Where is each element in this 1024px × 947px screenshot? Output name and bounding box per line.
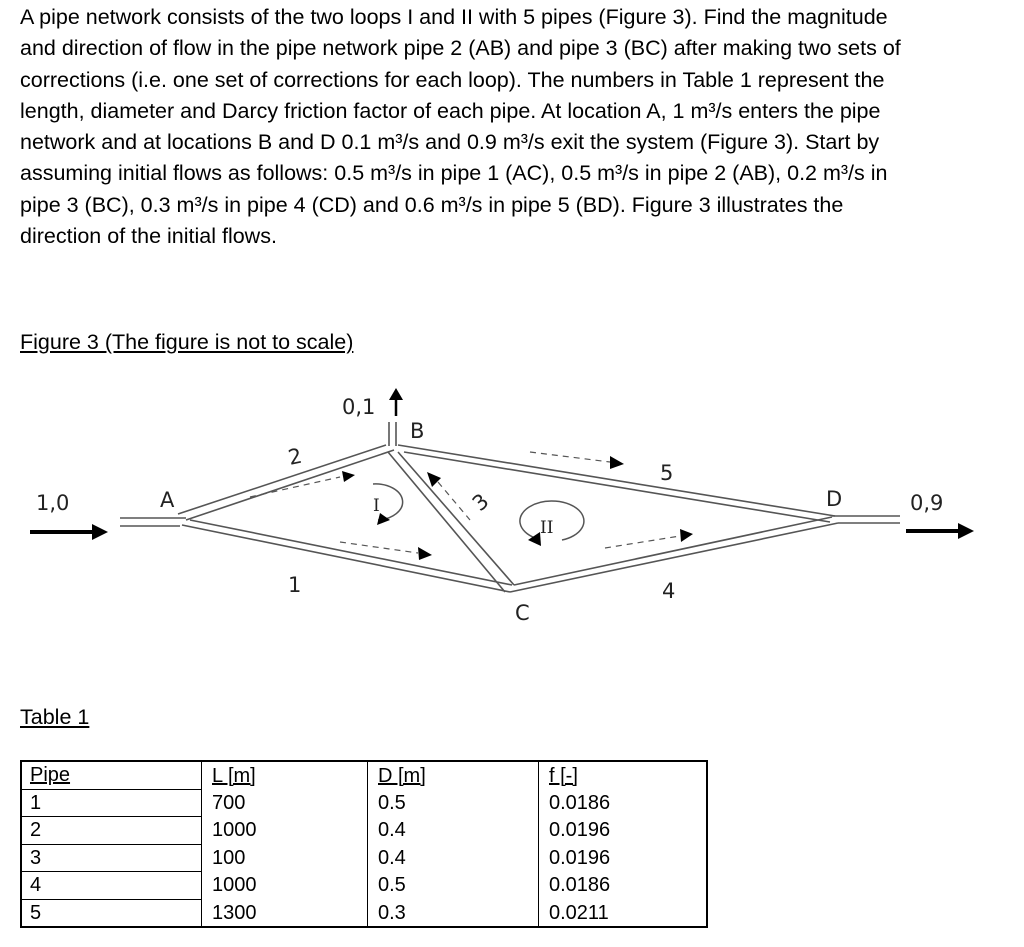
pipe-2 xyxy=(178,445,394,520)
problem-statement xyxy=(20,2,1010,252)
table-cell: 4 xyxy=(21,872,202,900)
pipe-1 xyxy=(182,520,512,592)
table-cell: 0.0196 xyxy=(549,819,611,842)
outflow-label: 0,9 xyxy=(910,491,944,515)
outflow-pipe xyxy=(832,516,900,523)
inflow-pipe xyxy=(120,518,186,526)
table-caption: Table 1 xyxy=(20,705,90,729)
table-cell: 1300 xyxy=(202,899,368,927)
table-cell: 0.5 xyxy=(368,872,539,900)
problem-line: A pipe network consists of the two loops I and II with 5 pipes (Figure 3). Find the magnitude xyxy=(20,5,888,29)
table-row xyxy=(21,789,707,817)
figure-caption: Figure 3 (The figure is not to scale) xyxy=(20,330,354,354)
pipe-5 xyxy=(398,445,835,522)
table-header-row xyxy=(21,761,707,789)
inflow-arrow xyxy=(30,524,108,540)
node-b-label: B xyxy=(410,419,425,443)
table-cell: 0.0211 xyxy=(549,901,609,924)
b-outflow-pipe xyxy=(389,422,396,446)
table-cell: 0.4 xyxy=(368,817,539,845)
table-cell: 2 xyxy=(21,817,202,845)
table-cell: 0.0186 xyxy=(549,874,611,897)
table-cell: 1000 xyxy=(202,817,368,845)
table-cell: 100 xyxy=(202,844,368,872)
table-row xyxy=(21,899,707,927)
problem-line: corrections (i.e. one set of corrections for each loop). The numbers in Table 1 represent the xyxy=(20,67,885,92)
table-row xyxy=(21,872,707,900)
flow-arrow-pipe-4 xyxy=(605,529,693,548)
problem-line: and direction of flow in the pipe network pipe 2 (AB) and pipe 3 (BC) after making two sets of xyxy=(20,36,901,61)
table-cell: 0.4 xyxy=(368,844,539,872)
problem-line: pipe 3 (BC), 0.3 m³/s in pipe 4 (CD) and 0.6 m³/s in pipe 5 (BD). Figure 3 illustrates the xyxy=(20,192,844,217)
table-cell: 1 xyxy=(21,789,202,817)
table-cell: 5 xyxy=(21,899,202,927)
problem-line: direction of the initial flows. xyxy=(20,224,277,249)
table-row xyxy=(21,844,707,872)
pipe-2-label: 2 xyxy=(286,443,305,470)
node-a-label: A xyxy=(160,488,175,512)
flow-arrow-pipe-3 xyxy=(427,472,470,520)
inflow-label: 1,0 xyxy=(36,491,70,515)
table-header-cell: L [m] xyxy=(202,761,368,789)
pipe-5-label: 5 xyxy=(660,461,674,485)
pipe-4-label: 4 xyxy=(662,579,676,603)
node-c-label: C xyxy=(515,601,530,625)
flow-arrow-pipe-1 xyxy=(340,542,432,560)
table-header-cell: Pipe xyxy=(21,761,202,789)
flow-arrow-pipe-2 xyxy=(250,471,355,497)
table-cell: 0.0196 xyxy=(549,846,611,869)
table-cell: 0.3 xyxy=(368,899,539,927)
table-cell: 1000 xyxy=(202,872,368,900)
loop-1-label: I xyxy=(373,496,380,516)
table-row xyxy=(21,817,707,845)
b-outflow-arrow xyxy=(389,388,403,416)
problem-line: length, diameter and Darcy friction factor of each pipe. At location A, 1 m³/s enters the pipe xyxy=(20,98,881,123)
pipe-network-diagram xyxy=(0,370,1024,635)
table-header-cell: D [m] xyxy=(368,761,539,789)
pipe-1-label: 1 xyxy=(288,573,302,597)
table-header-cell: f [-] xyxy=(549,764,578,787)
table-cell: 3 xyxy=(21,844,202,872)
table-cell: 0.0186 xyxy=(549,791,611,814)
table-cell: 0.5 xyxy=(368,789,539,817)
pipe-3-label: 3 xyxy=(467,488,494,516)
node-d-label: D xyxy=(826,487,843,511)
problem-line: assuming initial flows as follows: 0.5 m³/s in pipe 1 (AC), 0.5 m³/s in pipe 2 (AB), 0.2 m³/s in xyxy=(20,161,888,186)
pipe-properties-table xyxy=(20,760,708,928)
loop-2-label: II xyxy=(540,518,554,538)
table-cell: 700 xyxy=(202,789,368,817)
flow-arrow-pipe-5 xyxy=(530,452,624,469)
outflow-arrow xyxy=(906,523,974,539)
b-outflow-label: 0,1 xyxy=(342,395,376,419)
problem-line: network and at locations B and D 0.1 m³/s and 0.9 m³/s exit the system (Figure 3). Start by xyxy=(20,130,880,155)
